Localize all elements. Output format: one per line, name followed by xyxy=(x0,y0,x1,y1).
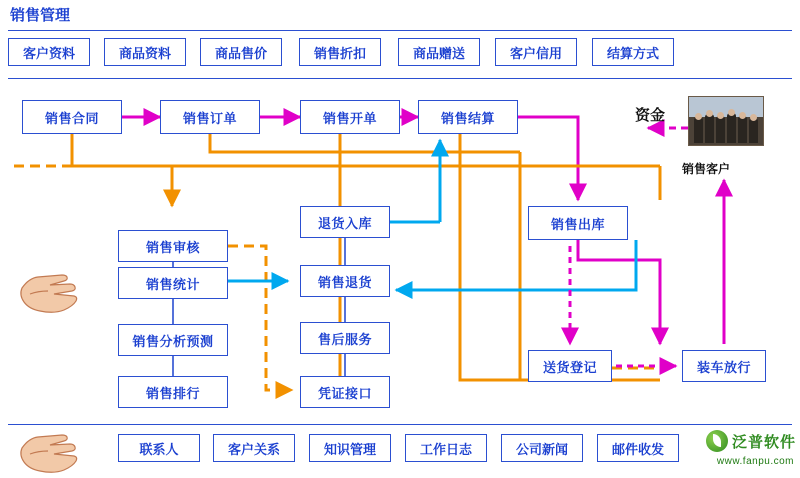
brand-name: 泛普软件 xyxy=(731,433,796,451)
leaf-icon xyxy=(706,430,728,452)
brand-watermark xyxy=(706,430,796,452)
node-sales-forecast[interactable] xyxy=(118,324,228,356)
toolbar-button-sales-discount[interactable] xyxy=(299,38,381,66)
bottom-button-label: 工作日志 xyxy=(419,441,472,457)
toolbar-button-product-gift[interactable] xyxy=(398,38,480,66)
node-sales-outbound[interactable] xyxy=(528,206,628,240)
bottom-button-knowledge[interactable] xyxy=(309,434,391,462)
divider-bottom xyxy=(8,424,792,425)
node-label: 销售合同 xyxy=(44,110,99,126)
divider-under-toolbar xyxy=(8,78,792,79)
divider-top xyxy=(8,30,792,31)
node-label: 销售出库 xyxy=(550,216,605,232)
funds-label: 资金 xyxy=(635,107,666,124)
toolbar-button-settlement-mode[interactable] xyxy=(592,38,674,66)
bottom-button-label: 客户关系 xyxy=(227,441,280,457)
node-label: 售后服务 xyxy=(317,331,372,347)
toolbar-button-label: 结算方式 xyxy=(606,45,659,61)
bottom-button-worklog[interactable] xyxy=(405,434,487,462)
node-sales-settlement[interactable] xyxy=(418,100,518,134)
bottom-button-customer-relations[interactable] xyxy=(213,434,295,462)
toolbar-button-label: 客户信用 xyxy=(509,45,562,61)
toolbar-button-label: 销售折扣 xyxy=(313,45,366,61)
toolbar-button-product-data[interactable] xyxy=(104,38,186,66)
node-label: 销售分析预测 xyxy=(132,333,214,349)
node-label: 销售统计 xyxy=(145,276,200,292)
node-after-sales[interactable] xyxy=(300,322,390,354)
node-sales-statistics[interactable] xyxy=(118,267,228,299)
node-sales-contract[interactable] xyxy=(22,100,122,134)
node-sales-audit[interactable] xyxy=(118,230,228,262)
node-delivery-register[interactable] xyxy=(528,350,612,382)
toolbar-button-customer-credit[interactable] xyxy=(495,38,577,66)
bottom-button-contacts[interactable] xyxy=(118,434,200,462)
toolbar-button-label: 商品售价 xyxy=(214,45,267,61)
toolbar-button-customer-data[interactable] xyxy=(8,38,90,66)
bottom-button-label: 知识管理 xyxy=(323,441,376,457)
bottom-button-label: 公司新闻 xyxy=(515,441,568,457)
node-sales-return[interactable] xyxy=(300,265,390,297)
node-return-inbound[interactable] xyxy=(300,206,390,238)
node-label: 销售退货 xyxy=(317,274,372,290)
toolbar-button-label: 商品资料 xyxy=(118,45,171,61)
toolbar-button-label: 客户资料 xyxy=(22,45,75,61)
bottom-button-label: 邮件收发 xyxy=(611,441,664,457)
node-label: 装车放行 xyxy=(696,359,751,375)
node-loading-release[interactable] xyxy=(682,350,766,382)
node-label: 退货入库 xyxy=(317,215,372,231)
node-label: 销售订单 xyxy=(182,110,237,126)
node-label: 送货登记 xyxy=(542,359,597,375)
node-label: 销售排行 xyxy=(145,385,200,401)
node-label: 销售开单 xyxy=(322,110,377,126)
customer-label: 销售客户 xyxy=(682,162,731,176)
page-title: 销售管理 xyxy=(10,7,71,24)
bottom-button-label: 联系人 xyxy=(139,441,179,457)
node-sales-billing[interactable] xyxy=(300,100,400,134)
node-sales-ranking[interactable] xyxy=(118,376,228,408)
bottom-button-mail[interactable] xyxy=(597,434,679,462)
node-label: 凭证接口 xyxy=(317,385,372,401)
bottom-button-company-news[interactable] xyxy=(501,434,583,462)
node-label: 销售结算 xyxy=(440,110,495,126)
toolbar-button-product-price[interactable] xyxy=(200,38,282,66)
node-label: 销售审核 xyxy=(145,239,200,255)
node-sales-order[interactable] xyxy=(160,100,260,134)
customers-photo xyxy=(688,96,764,146)
pointing-hand-icon xyxy=(18,272,80,318)
pointing-hand-icon-2 xyxy=(18,432,80,478)
node-voucher-interface[interactable] xyxy=(300,376,390,408)
toolbar-button-label: 商品赠送 xyxy=(412,45,465,61)
brand-url: www.fanpu.com xyxy=(716,456,794,467)
